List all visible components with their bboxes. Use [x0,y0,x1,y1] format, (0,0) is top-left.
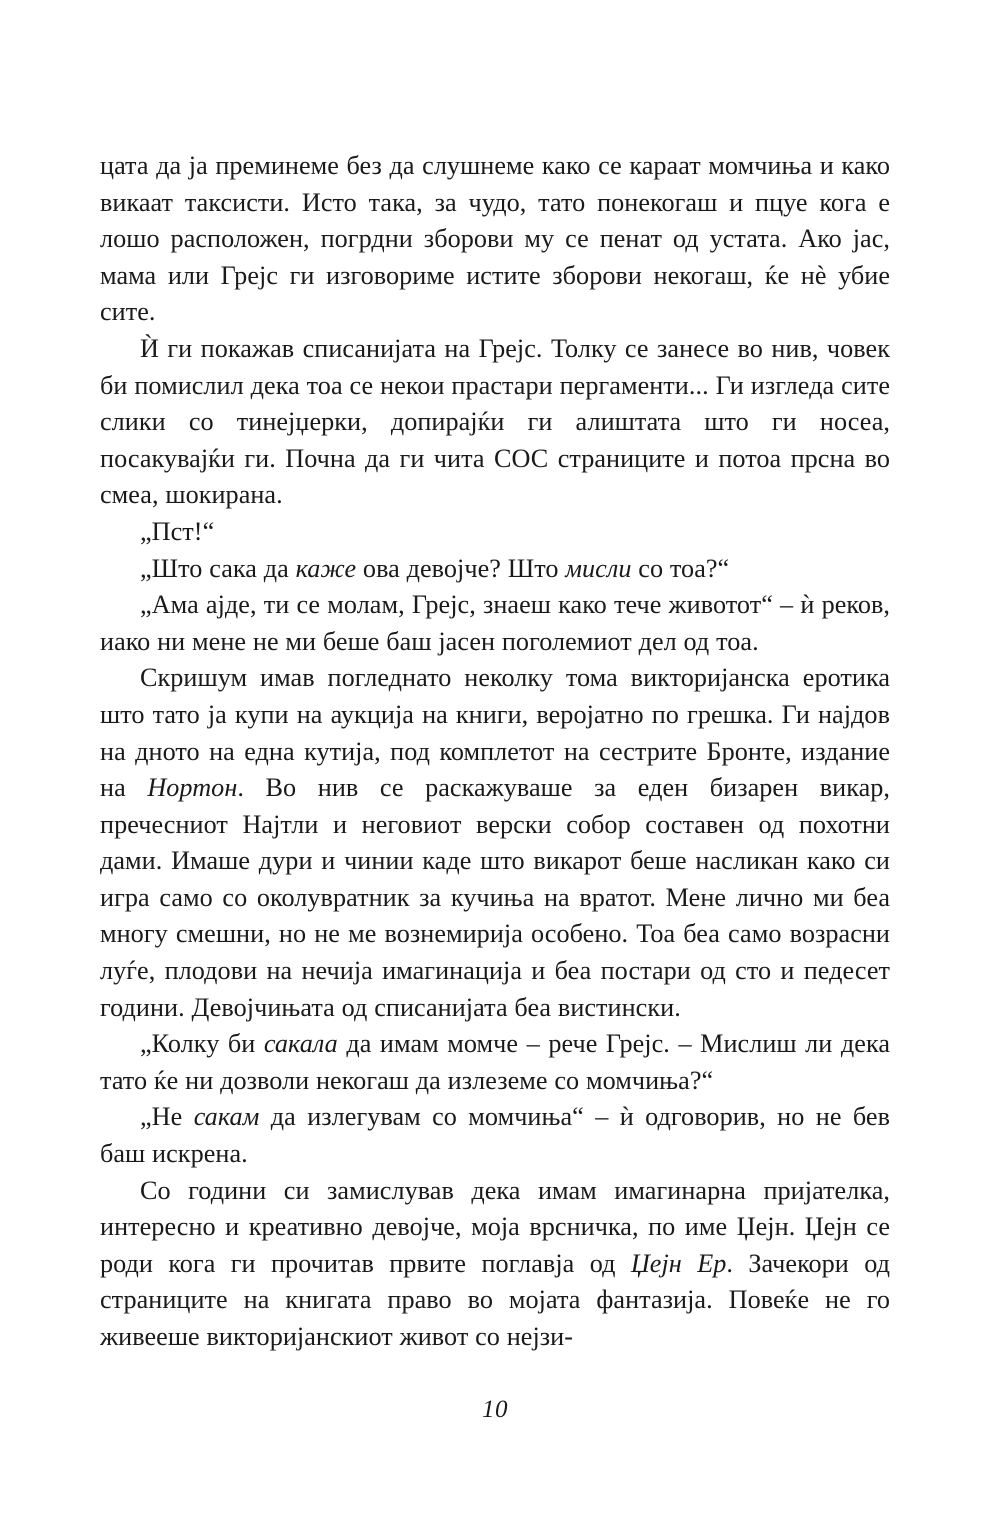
paragraph-2: Ѝ ги покажав списанијата на Грејс. Толку се занесе во нив, човек би помислил дека тоа се некои прастари пергаменти... Ги изгледа сите слики со тинејџерки, допирајќи ги алиштата што ги носеа, посакувајќи ги. Почна да ги чита СОС страниците и потоа прсна во смеа, шокирана. [100,333,890,510]
paragraph-3: „Пст!“ [140,516,215,546]
page-number: 10 [482,1396,508,1423]
paragraph-4: „Што сака да каже ова девојче? Што мисли со тоа?“ [140,553,730,583]
page-text-block [100,148,890,1356]
paragraph-9: Со години си замислував дека имам имагинарна пријателка, интересно и креативно девојче, моја врсничка, по име Џејн. Џејн се роди кога ги прочитав првите поглавја од Џејн Ер. Зачекори од страниците на книгата право во мојата фантазија. Повеќе не го живееше викторијанскиот живот со нејзи- [100,1175,891,1351]
paragraph-8: „Не сакам да излегувам со момчиња“ – ѝ одговорив, но не бев баш искрена. [100,1102,890,1169]
paragraph-1: цата да ја преминеме без да слушнеме како се караат момчиња и како викаат таксисти. Исто така, за чудо, тато понекогаш и пцуе кога е лошо расположен, погрдни зборови му се пенат од устата. Ако јас, мама или Грејс ги изговориме истите зборови некогаш, ќе нè убие сите. [100,151,890,327]
paragraph-5: „Ама ајде, ти се молам, Грејс, знаеш како тече животот“ – ѝ реков, иако ни мене не ми беше баш јасен поголемиот дел од тоа. [100,590,890,656]
paragraph-6: Скришум имав погледнато неколку тома викторијанска еротика што тато ја купи на аукција на книги, веројатно по грешка. Ги најдов на дното на една кутија, под комплетот на сестрите Бронте, издание на Нортон. Во нив се раскажуваше за еден бизарен викар, пречесниот Најтли и неговиот верски собор составен од похотни дами. Имаше дури и чинии каде што викарот беше насликан како си игра само со околувратник за кучиња на вратот. Мене лично ми беа многу смешни, но не ме вознемирија особено. Тоа беа само возрасни луѓе, плодови на нечија имагинација и беа постари од сто и педесет години. Девојчињата од списанијата беа вистински. [100,663,890,1022]
paragraph-7: „Колку би сакала да имам момче – рече Грејс. – Мислиш ли дека тато ќе ни дозволи некогаш да излеземе со момчиња?“ [100,1029,890,1095]
